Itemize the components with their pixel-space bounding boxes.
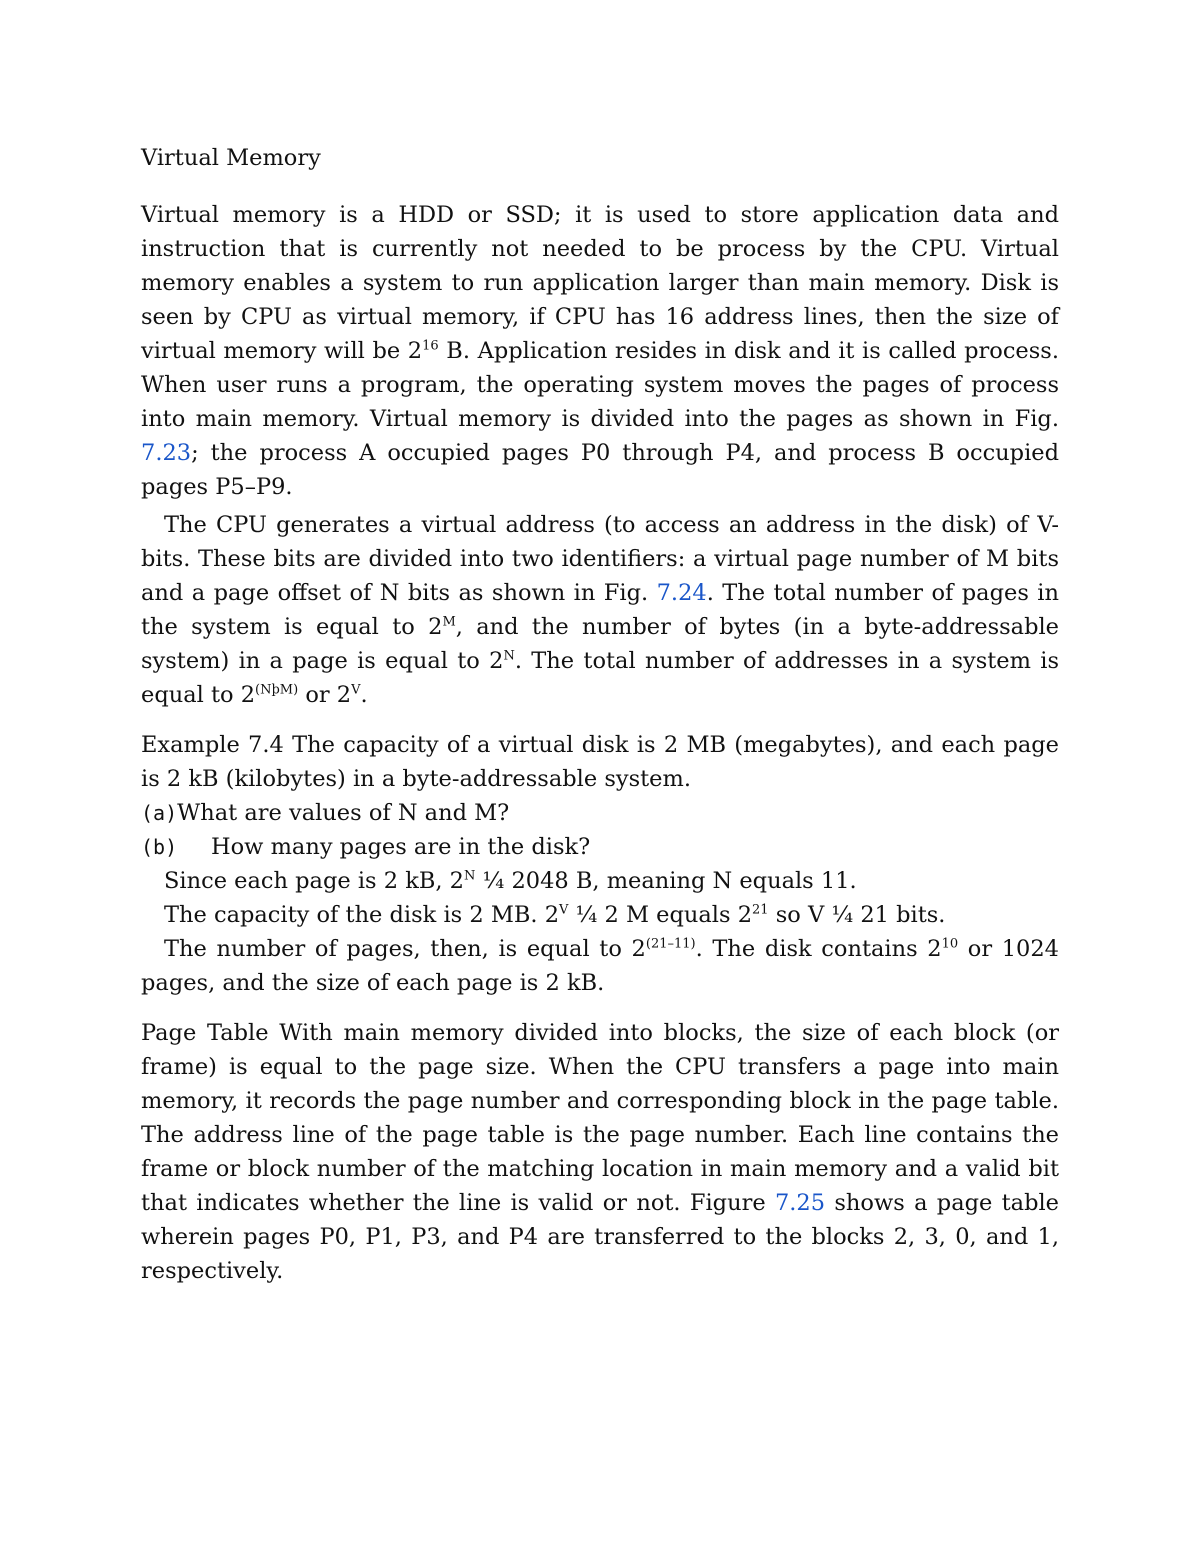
text-run: so V ¼ 21 bits. <box>768 902 946 928</box>
superscript: N <box>503 648 515 664</box>
text-run: The CPU generates a virtual address (to access an address in the disk) of V-bits. These bits are divided into two identifiers: a virtual page number of M bits and a page offset of N bits as shown in Fig. <box>141 512 1059 606</box>
paragraph-page-table <box>141 1016 1059 1288</box>
text-run: or 1024 pages, and the size of each page is 2 kB. <box>141 936 1060 996</box>
question-text: What are values of N and M? <box>177 800 510 826</box>
text-run: Page Table With main memory divided into blocks, the size of each block (or frame) is equal to the page size. When the CPU transfers a page into main memory, it records the page number and corresponding block in the page table. The address line of the page table is the page number. Each line contains the frame or block number of the matching location in main memory and a valid bit that indicates whether the line is valid or not. Figure <box>141 1020 1059 1216</box>
superscript: (NþM) <box>255 682 299 698</box>
superscript: M <box>442 614 456 630</box>
text-run: . <box>360 682 368 708</box>
solution-line-3 <box>141 932 1059 1000</box>
superscript: V <box>559 902 569 918</box>
paragraph-virtual-address <box>141 508 1059 712</box>
page-title: Virtual Memory <box>141 145 321 171</box>
superscript: (21–11) <box>645 936 696 952</box>
question-label: (a) <box>141 801 178 825</box>
text-run: , and the number of bytes (in a byte-addressable system) in a page is equal to 2 <box>141 614 1059 674</box>
solution-line-2 <box>141 898 1059 932</box>
figure-link-7-24[interactable]: 7.24 <box>656 580 707 606</box>
text-run: shows a page table wherein pages P0, P1, P3, and P4 are transferred to the blocks 2, 3, 0, and 1, respectively. <box>141 1190 1059 1284</box>
paragraph-virtual-memory <box>141 198 1059 504</box>
question-b <box>141 830 1059 864</box>
solution-line-1 <box>141 864 1059 898</box>
text-run: ; the process A occupied pages P0 through P4, and process B occupied pages P5–P9. <box>141 440 1059 500</box>
text-run: The capacity of the disk is 2 MB. 2 <box>164 902 560 928</box>
superscript: N <box>463 868 476 884</box>
text-run: The number of pages, then, is equal to 2 <box>164 936 646 962</box>
text-run: ¼ 2048 B, meaning N equals 11. <box>475 868 857 894</box>
document-page <box>141 138 1059 1288</box>
question-label: (b) <box>141 835 178 859</box>
text-run: . The total number of addresses in a system is equal to 2 <box>141 648 1059 708</box>
superscript: 16 <box>422 338 439 354</box>
superscript: 10 <box>941 936 959 952</box>
figure-link-7-25[interactable]: 7.25 <box>774 1190 826 1216</box>
superscript: 21 <box>752 902 769 918</box>
question-a <box>141 796 1059 830</box>
text-run: Virtual memory is a HDD or SSD; it is used to store application data and instruction that is currently not needed to be process by the CPU. Virtual memory enables a system to run application larger than main memory. Disk is seen by CPU as virtual memory, if CPU has 16 address lines, then the size of virtual memory will be 2 <box>141 202 1059 364</box>
text-run: . The total number of pages in the system is equal to 2 <box>141 580 1059 640</box>
figure-link-7-23[interactable]: 7.23 <box>141 440 192 466</box>
question-text: How many pages are in the disk? <box>211 834 591 860</box>
text-run: . The disk contains 2 <box>695 936 942 962</box>
text-run: ¼ 2 M equals 2 <box>568 902 753 928</box>
text-run: B. Application resides in disk and it is called process. When user runs a program, the operating system moves the pages of process into main memory. Virtual memory is divided into the pages as shown in Fig. <box>141 338 1059 432</box>
superscript: V <box>351 682 361 698</box>
text-run: Since each page is 2 kB, 2 <box>164 868 464 894</box>
paragraph-example: Example 7.4 The capacity of a virtual disk is 2 MB (megabytes), and each page is 2 kB (kilobytes) in a byte-addressable system. <box>141 732 1059 792</box>
text-run: or 2 <box>298 682 352 708</box>
